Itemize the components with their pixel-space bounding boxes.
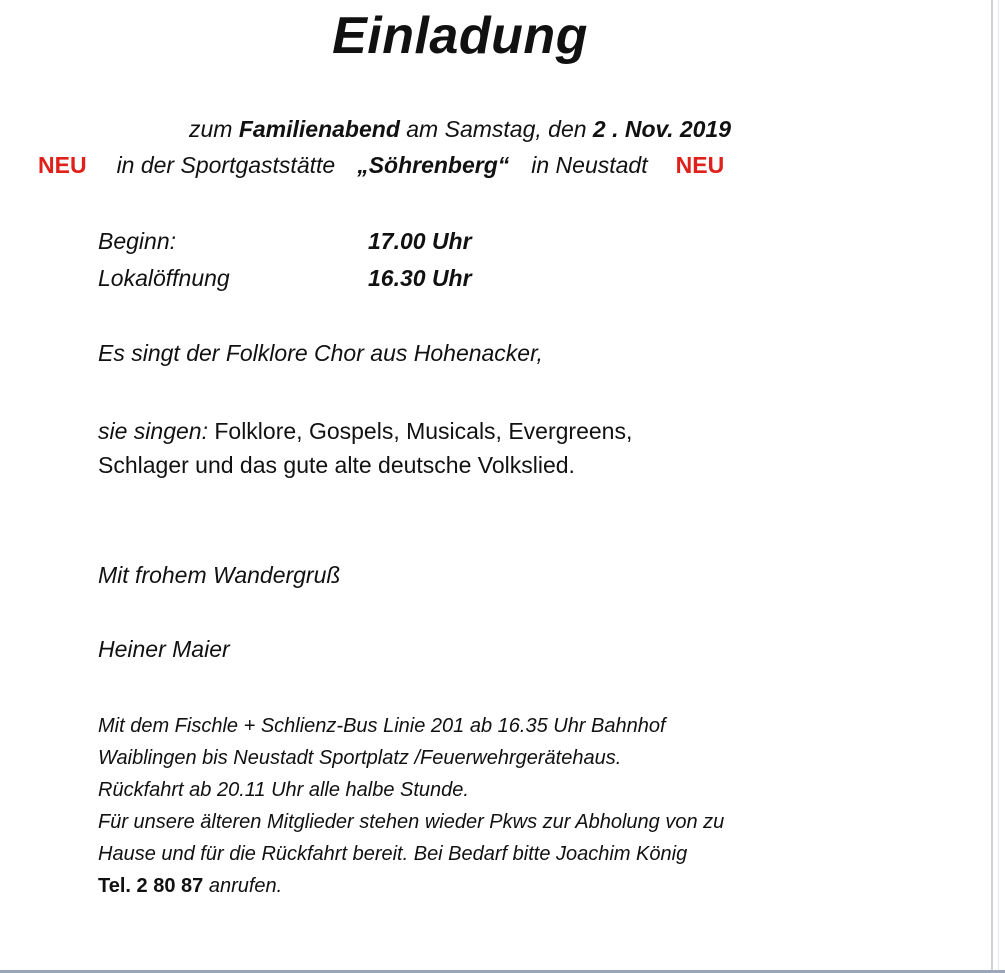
transport-notice: [98, 710, 918, 902]
transport-line-4: Für unsere älteren Mitglieder stehen wieder Pkws zur Abholung von zu: [98, 811, 725, 833]
intro-prefix: zum: [188, 116, 239, 142]
neu-badge-right: NEU: [675, 152, 725, 178]
transport-line-2: Waiblingen bis Neustadt Sportplatz /Feuerwehrgerätehaus.: [98, 747, 622, 769]
songs-line-2: Schlager und das gute alte deutsche Volkslied.: [98, 452, 575, 478]
contact-phone: Tel. 2 80 87: [98, 875, 204, 897]
transport-line-1: Mit dem Fischle + Schlienz-Bus Linie 201 ab 16.35 Uhr Bahnhof: [98, 715, 666, 737]
transport-line-3: Rückfahrt ab 20.11 Uhr alle halbe Stunde.: [98, 779, 469, 801]
songs-paragraph: [98, 414, 632, 482]
event-date: 2 . Nov. 2019: [592, 116, 732, 142]
window-right-edge: [991, 0, 1005, 973]
transport-line-6: [98, 870, 918, 902]
time-row-start: [98, 228, 472, 255]
choir-line: Es singt der Folklore Chor aus Hohenacker,: [98, 340, 543, 366]
songs-intro: sie singen:: [98, 418, 208, 444]
signature: Heiner Maier: [98, 636, 230, 662]
time-row-opening: [98, 265, 472, 292]
songs-line-1: Folklore, Gospels, Musicals, Evergreens,: [207, 418, 633, 444]
venue-name: „Söhrenberg“: [357, 152, 510, 178]
neu-badge-left: NEU: [38, 152, 87, 178]
time-label: Beginn:: [98, 228, 177, 254]
event-name: Familienabend: [238, 116, 400, 142]
phone-suffix: anrufen.: [203, 875, 283, 897]
time-value: 17.00 Uhr: [368, 228, 472, 254]
intro-middle: am Samstag, den: [399, 116, 593, 142]
intro-line: [0, 116, 920, 143]
time-label: Lokalöffnung: [98, 265, 230, 291]
document-title: Einladung: [332, 7, 588, 65]
venue-suffix: in Neustadt: [531, 152, 648, 178]
venue-line: [38, 152, 724, 179]
greeting: Mit frohem Wandergruß: [98, 562, 341, 588]
transport-line-5: Hause und für die Rückfahrt bereit. Bei Bedarf bitte Joachim König: [98, 843, 688, 865]
venue-prefix: in der Sportgaststätte: [116, 152, 336, 178]
time-value: 16.30 Uhr: [368, 265, 472, 291]
